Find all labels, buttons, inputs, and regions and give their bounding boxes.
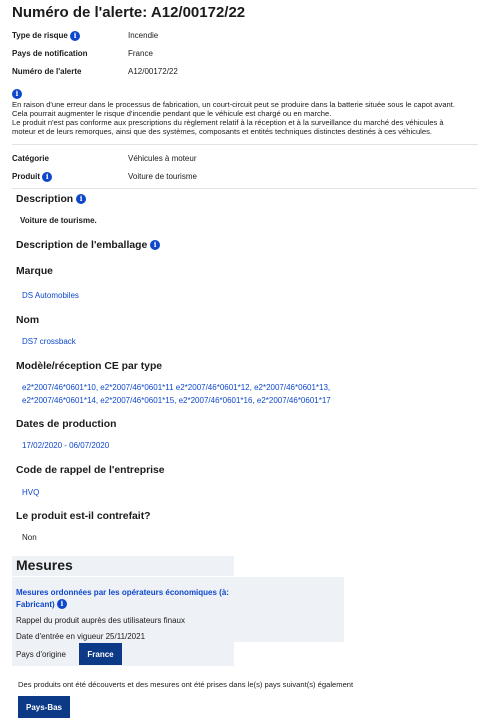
risk-type-label: Type de risque i	[12, 31, 122, 41]
name-heading: Nom	[16, 315, 40, 326]
origin-label: Pays d'origine	[16, 650, 66, 659]
name-value: DS7 crossback	[22, 337, 76, 346]
page-title-number: A12/00172/22	[150, 4, 246, 21]
notification-country-value: France	[128, 49, 153, 58]
packaging-heading: Description de l'emballage i	[16, 240, 160, 251]
alert-number-label: Numéro de l'alerte	[12, 67, 82, 76]
divider	[12, 188, 478, 189]
model-values	[22, 382, 331, 407]
recall-code-value: HVQ	[22, 488, 40, 497]
mesures-action: Rappel du produit auprès des utilisateurs finaux	[16, 616, 185, 625]
mesures-effective-date: Date d'entrée en vigueur 25/11/2021	[16, 632, 146, 641]
risk-description-line: Le produit n'est pas conforme aux prescriptions du règlement relatif à la réception et à la surveillance du marché des véhicules à	[12, 118, 444, 128]
category-label: Catégorie	[12, 154, 49, 163]
page-title	[12, 4, 245, 21]
product-value: Voiture de tourisme	[128, 172, 197, 181]
divider	[12, 144, 478, 145]
alert-number-value: A12/00172/22	[128, 67, 178, 76]
other-country-button[interactable]: Pays-Bas	[18, 696, 70, 718]
info-icon[interactable]: i	[57, 599, 67, 609]
model-heading: Modèle/réception CE par type	[16, 361, 163, 372]
info-icon[interactable]: i	[150, 240, 160, 250]
counterfeit-heading: Le produit est-il contrefait?	[16, 511, 151, 522]
product-label: Produit i	[12, 172, 122, 182]
description-value: Voiture de tourisme.	[20, 216, 97, 225]
page-title-prefix: Numéro de l'alerte:	[12, 4, 148, 21]
mesures-subtitle: Mesures ordonnées par les opérateurs économiques (à: Fabricant) i	[16, 588, 229, 609]
info-icon[interactable]: i	[76, 194, 86, 204]
origin-country-button[interactable]: France	[79, 643, 122, 665]
mesures-title: Mesures	[16, 557, 73, 573]
risk-description	[12, 89, 480, 136]
brand-value: DS Automobiles	[22, 291, 79, 300]
production-value: 17/02/2020 - 06/07/2020	[22, 441, 110, 450]
info-icon[interactable]: i	[70, 31, 80, 41]
model-value-line: e2*2007/46*0601*14, e2*2007/46*0601*15, e2*2007/46*0601*16, e2*2007/46*0601*17	[22, 395, 331, 405]
other-countries-notice: Des produits ont été découverts et des mesures ont été prises dans le(s) pays suivant(s) également	[18, 680, 354, 689]
info-icon[interactable]: i	[42, 172, 52, 182]
risk-description-line: Cela pourrait augmenter le risque d'incendie pendant que le véhicule est chargé ou en marche.	[12, 109, 332, 119]
counterfeit-value: Non	[22, 533, 37, 542]
risk-description-line: En raison d'une erreur dans le processus de fabrication, un court-circuit peut se produire dans la batterie située sous le capot avant.	[12, 100, 455, 109]
model-value-line: e2*2007/46*0601*10, e2*2007/46*0601*11 e2*2007/46*0601*12, e2*2007/46*0601*13,	[22, 383, 331, 392]
risk-type-value: Incendie	[128, 31, 159, 40]
category-value: Véhicules à moteur	[128, 154, 197, 163]
production-heading: Dates de production	[16, 419, 117, 430]
recall-code-heading: Code de rappel de l'entreprise	[16, 465, 165, 476]
brand-heading: Marque	[16, 266, 53, 277]
description-heading: Description i	[16, 194, 86, 205]
info-icon[interactable]: i	[12, 89, 22, 99]
risk-description-line: moteur et de leurs remorques, ainsi que des systèmes, composants et entités techniques distinctes destinés à ces véhicules.	[12, 127, 432, 137]
notification-country-label: Pays de notification	[12, 49, 88, 58]
